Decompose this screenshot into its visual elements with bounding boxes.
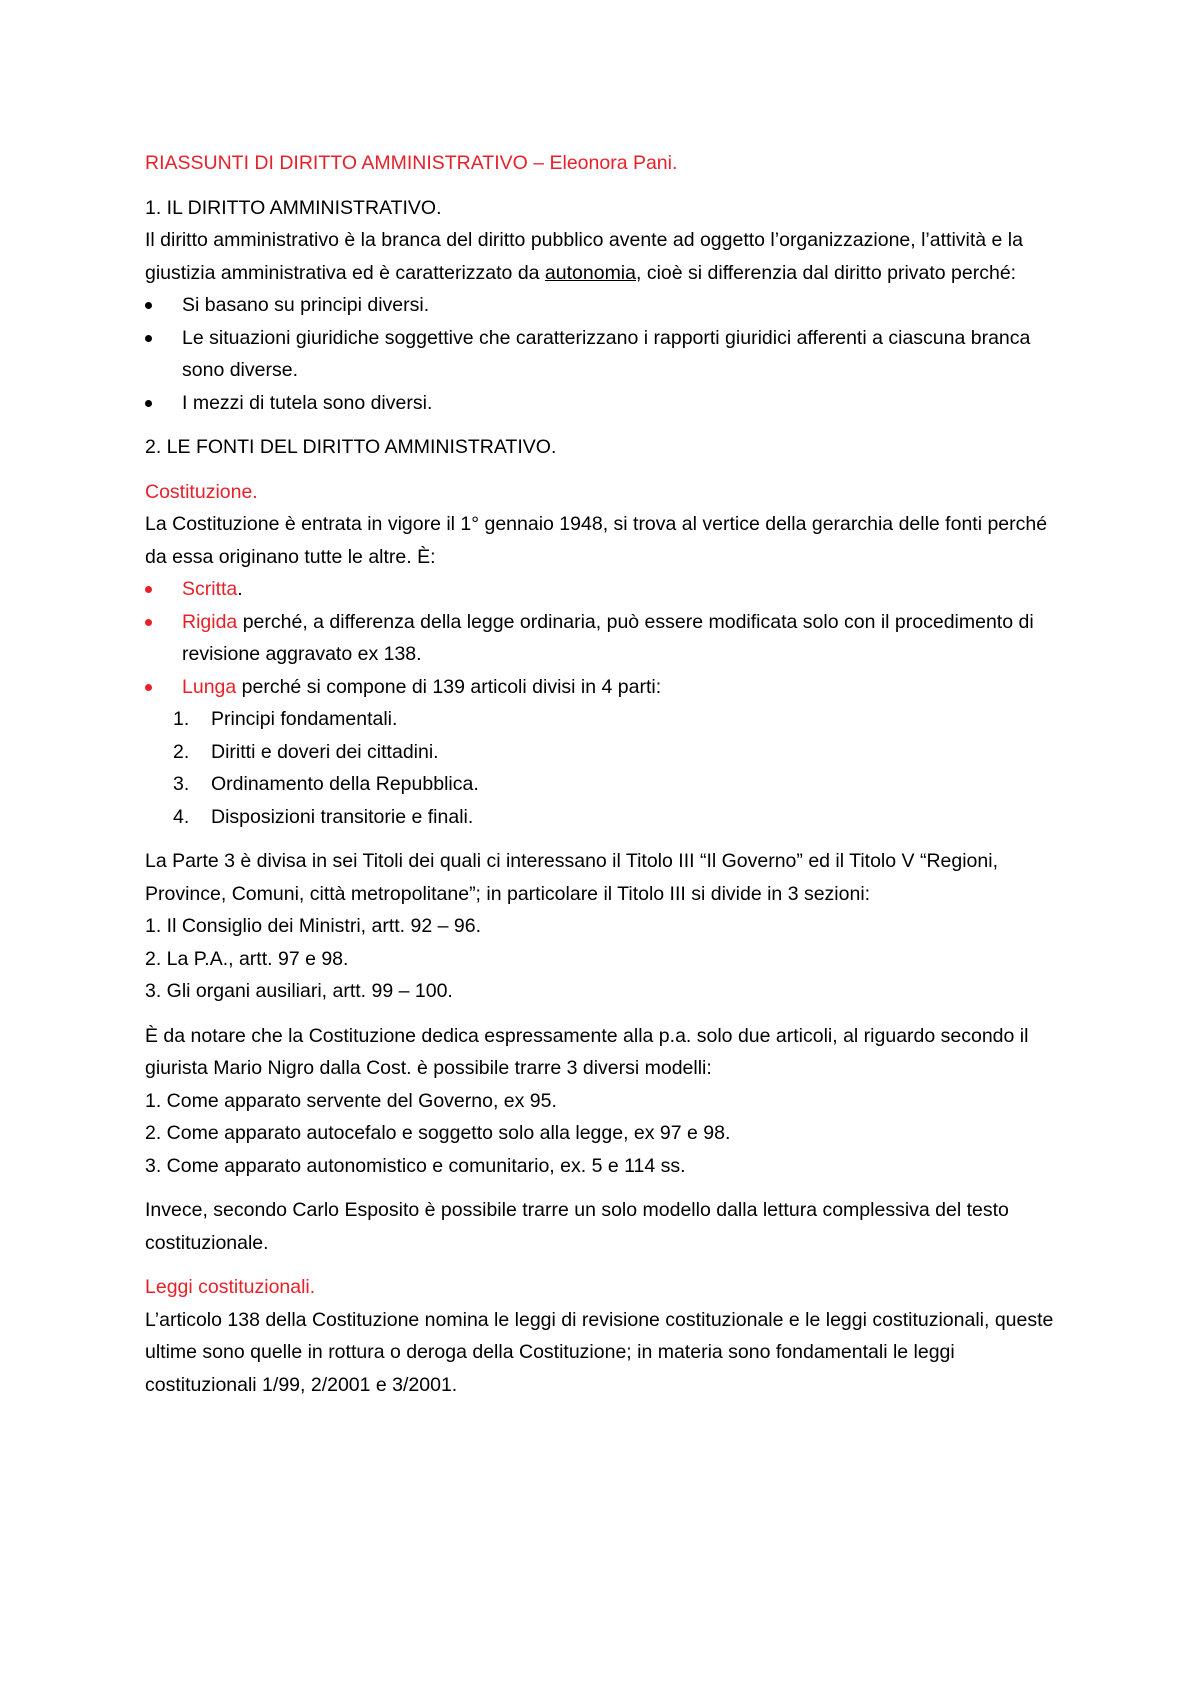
modello-line: 1. Come apparato servente del Governo, ex 95. [145,1089,557,1112]
sezione-line: 3. Gli organi ausiliari, artt. 99 – 100. [145,980,453,1002]
bullet-icon [145,400,152,407]
bullet-icon [145,684,152,691]
list-item: Si basano su principi diversi. [145,289,1065,322]
leggi-costituzionali-subheading: Leggi costituzionali. [145,1276,316,1298]
list-item: 3. Ordinamento della Repubblica. [173,773,479,795]
section-1-heading: 1. IL DIRITTO AMMINISTRATIVO. [145,196,442,219]
section-1-paragraph [145,224,1065,289]
list-item: 1. Principi fondamentali. [173,708,398,730]
sezione-line: 1. Il Consiglio dei Ministri, artt. 92 – 96. [145,915,481,937]
bullet-icon [145,302,152,309]
costituzione-subheading: Costituzione. [145,480,258,503]
modello-line: 3. Come apparato autonomistico e comunitario, ex. 5 e 114 ss. [145,1154,686,1177]
list-item: Le situazioni giuridiche soggettive che caratterizzano i rapporti giuridici afferenti a ciascuna branca sono diverse. [145,322,1065,387]
section-1-bullet-list [145,289,1065,419]
list-item: Scritta. [145,573,1065,606]
section-2-heading: 2. LE FONTI DEL DIRITTO AMMINISTRATIVO. [145,436,557,458]
bullet-icon [145,335,152,342]
document-title: RIASSUNTI DI DIRITTO AMMINISTRATIVO – Eleonora Pani. [145,152,678,174]
nigro-paragraph: È da notare che la Costituzione dedica espressamente alla p.a. solo due articoli, al riguardo secondo il giurista Mario Nigro dalla Cost. è possibile trarre 3 diversi modelli: [145,1024,1029,1079]
modello-line: 2. Come apparato autocefalo e soggetto solo alla legge, ex 97 e 98. [145,1122,731,1144]
list-item: 2. Diritti e doveri dei cittadini. [173,740,439,763]
paragraph-text: , cioè si differenzia dal diritto privato perché: [636,261,1017,284]
leggi-costituzionali-paragraph: L’articolo 138 della Costituzione nomina le leggi di revisione costituzionale e le leggi costituzionali, queste ultime sono quelle in rottura o deroga della Costituzione; in materia sono fondamentali le leggi costituzionali 1/99, 2/2001 e 3/2001. [145,1308,1054,1396]
costituzione-intro: La Costituzione è entrata in vigore il 1° gennaio 1948, si trova al vertice della gerarchia delle fonti perché da essa originano tutte le altre. È: [145,513,1048,568]
costituzione-parts-list [145,703,1065,833]
bullet-icon [145,619,152,626]
paragraph-text: Il diritto amministrativo è la branca del diritto pubblico avente ad oggetto l’organizzazione, l’attività e la giustizia amministrativa ed è caratterizzato da [145,229,1023,284]
costituzione-features-list [145,573,1065,703]
list-item: I mezzi di tutela sono diversi. [145,387,1065,420]
document-body [145,147,1065,1401]
bullet-icon [145,586,152,593]
list-item: 4. Disposizioni transitorie e finali. [173,805,474,828]
list-item: Lunga perché si compone di 139 articoli divisi in 4 parti: [145,671,1065,704]
esposito-paragraph: Invece, secondo Carlo Esposito è possibile trarre un solo modello dalla lettura complessiva del testo costituzionale. [145,1199,1009,1254]
parte-3-paragraph: La Parte 3 è divisa in sei Titoli dei quali ci interessano il Titolo III “Il Governo” ed il Titolo V “Regioni, Province, Comuni, città metropolitane”; in particolare il Titolo III si divide in 3 sezioni: [145,850,998,905]
list-item: Rigida perché, a differenza della legge ordinaria, può essere modificata solo con il procedimento di revisione aggravato ex 138. [145,606,1065,671]
sezione-line: 2. La P.A., artt. 97 e 98. [145,947,349,970]
underlined-term: autonomia [544,261,636,284]
